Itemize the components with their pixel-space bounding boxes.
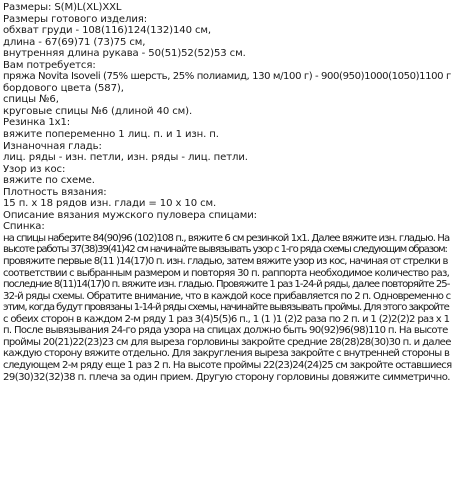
back-paragraph-line: 32-й ряды схемы. Обратите внимание, что в каждой косе прибавляется по 2 п. Одновременно с: [3, 290, 451, 302]
materials-heading: Вам потребуется:: [3, 59, 96, 71]
back-paragraph-line: на спицы наберите 84(90)96 (102)108 п., вяжите 6 см резинкой 1x1. Далее вяжите изн. гладью. На: [3, 232, 450, 244]
back-paragraph-line: следующем 2-м ряду еще 1 раз 2 п. На высоте проймы 22(23)24(24)25 см закройте оставшиеся: [3, 359, 452, 371]
back-paragraph-line: 29(30)32(32)38 п. плеча за один прием. Другую сторону горловины довяжите симметрично.: [3, 371, 450, 383]
reverse-stockinette-instructions: лиц. ряды - изн. петли, изн. ряды - лиц. петли.: [3, 152, 248, 164]
cable-pattern-heading: Узор из кос:: [3, 163, 66, 175]
chest-line: обхват груди - 108(116)124(132)140 см,: [3, 25, 211, 37]
gauge-value: 15 п. х 18 рядов изн. глади = 10 х 10 см.: [3, 198, 217, 210]
rib-heading: Резинка 1x1:: [3, 117, 71, 129]
reverse-stockinette-heading: Изнаночная гладь:: [3, 140, 102, 152]
back-paragraph-line: проймы 20(21)22(23)23 см для выреза горловины закройте средние 28(28)28(30)30 п. и далее: [3, 336, 451, 348]
description-heading: Описание вязания мужского пуловера спицами:: [3, 209, 257, 221]
back-paragraph-line: провяжите первые 8(11 )14(17)0 п. изн. гладью, затем вяжите узор из кос, начиная от стрелки в: [3, 256, 448, 268]
sleeve-length-line: внутренняя длина рукава - 50(51)52(52)53 см.: [3, 48, 246, 60]
back-paragraph-line: каждую сторону вяжите отдельно. Для закругления выреза закройте с внутренней стороны в: [3, 348, 450, 360]
needles-line: спицы №6,: [3, 94, 59, 106]
length-line: длина - 67(69)71 (73)75 см,: [3, 36, 146, 48]
finished-sizes-heading: Размеры готового изделия:: [3, 13, 147, 25]
back-heading: Спинка:: [3, 221, 45, 233]
back-paragraph-line: соответствии с выбранным размером и повторяя 30 п. раппорта необходимое количество раз,: [3, 267, 450, 279]
yarn-color-line: бордового цвета (587),: [3, 82, 124, 94]
cable-pattern-instructions: вяжите по схеме.: [3, 175, 95, 187]
circular-needles-line: круговые спицы №6 (длиной 40 см).: [3, 105, 193, 117]
back-paragraph-line: с обеих сторон в каждом 2-м ряду 1 раз 3(4)5(5)6 п., 1 (1 )1 (2)2 раза по 2 п. и 1 (2)2(2)2 раз x 1: [3, 313, 450, 325]
rib-instructions: вяжите попеременно 1 лиц. п. и 1 изн. п.: [3, 129, 219, 141]
back-paragraph-line: последние 8(11)14(17)0 п. вяжите изн. гладью. Провяжите 1 раз 1-24-й ряды, далее повторяйте 25-: [3, 279, 450, 291]
back-paragraph-line: высоте работы 37(38)39(41)42 см начинайте вывязывать узор с 1-го ряда схемы следующим образом:: [3, 244, 447, 256]
back-paragraph-line: п. После вывязывания 24-го ряда узора на спицах должно быть 90(92)96(98)110 п. На высоте: [3, 325, 448, 337]
gauge-heading: Плотность вязания:: [3, 186, 107, 198]
sizes-line: Размеры: S(M)L(XL)XXL: [3, 2, 122, 13]
yarn-line: пряжа Novita Isoveli (75% шерсть, 25% полиамид, 130 м/100 г) - 900(950)1000(1050)1100 г: [3, 71, 451, 83]
knitting-pattern-document: [3, 2, 451, 383]
back-paragraph-line: этим, когда будут провязаны 1-14-й ряды схемы, начинайте вывязывать проймы. Для этого закройте: [3, 302, 449, 314]
